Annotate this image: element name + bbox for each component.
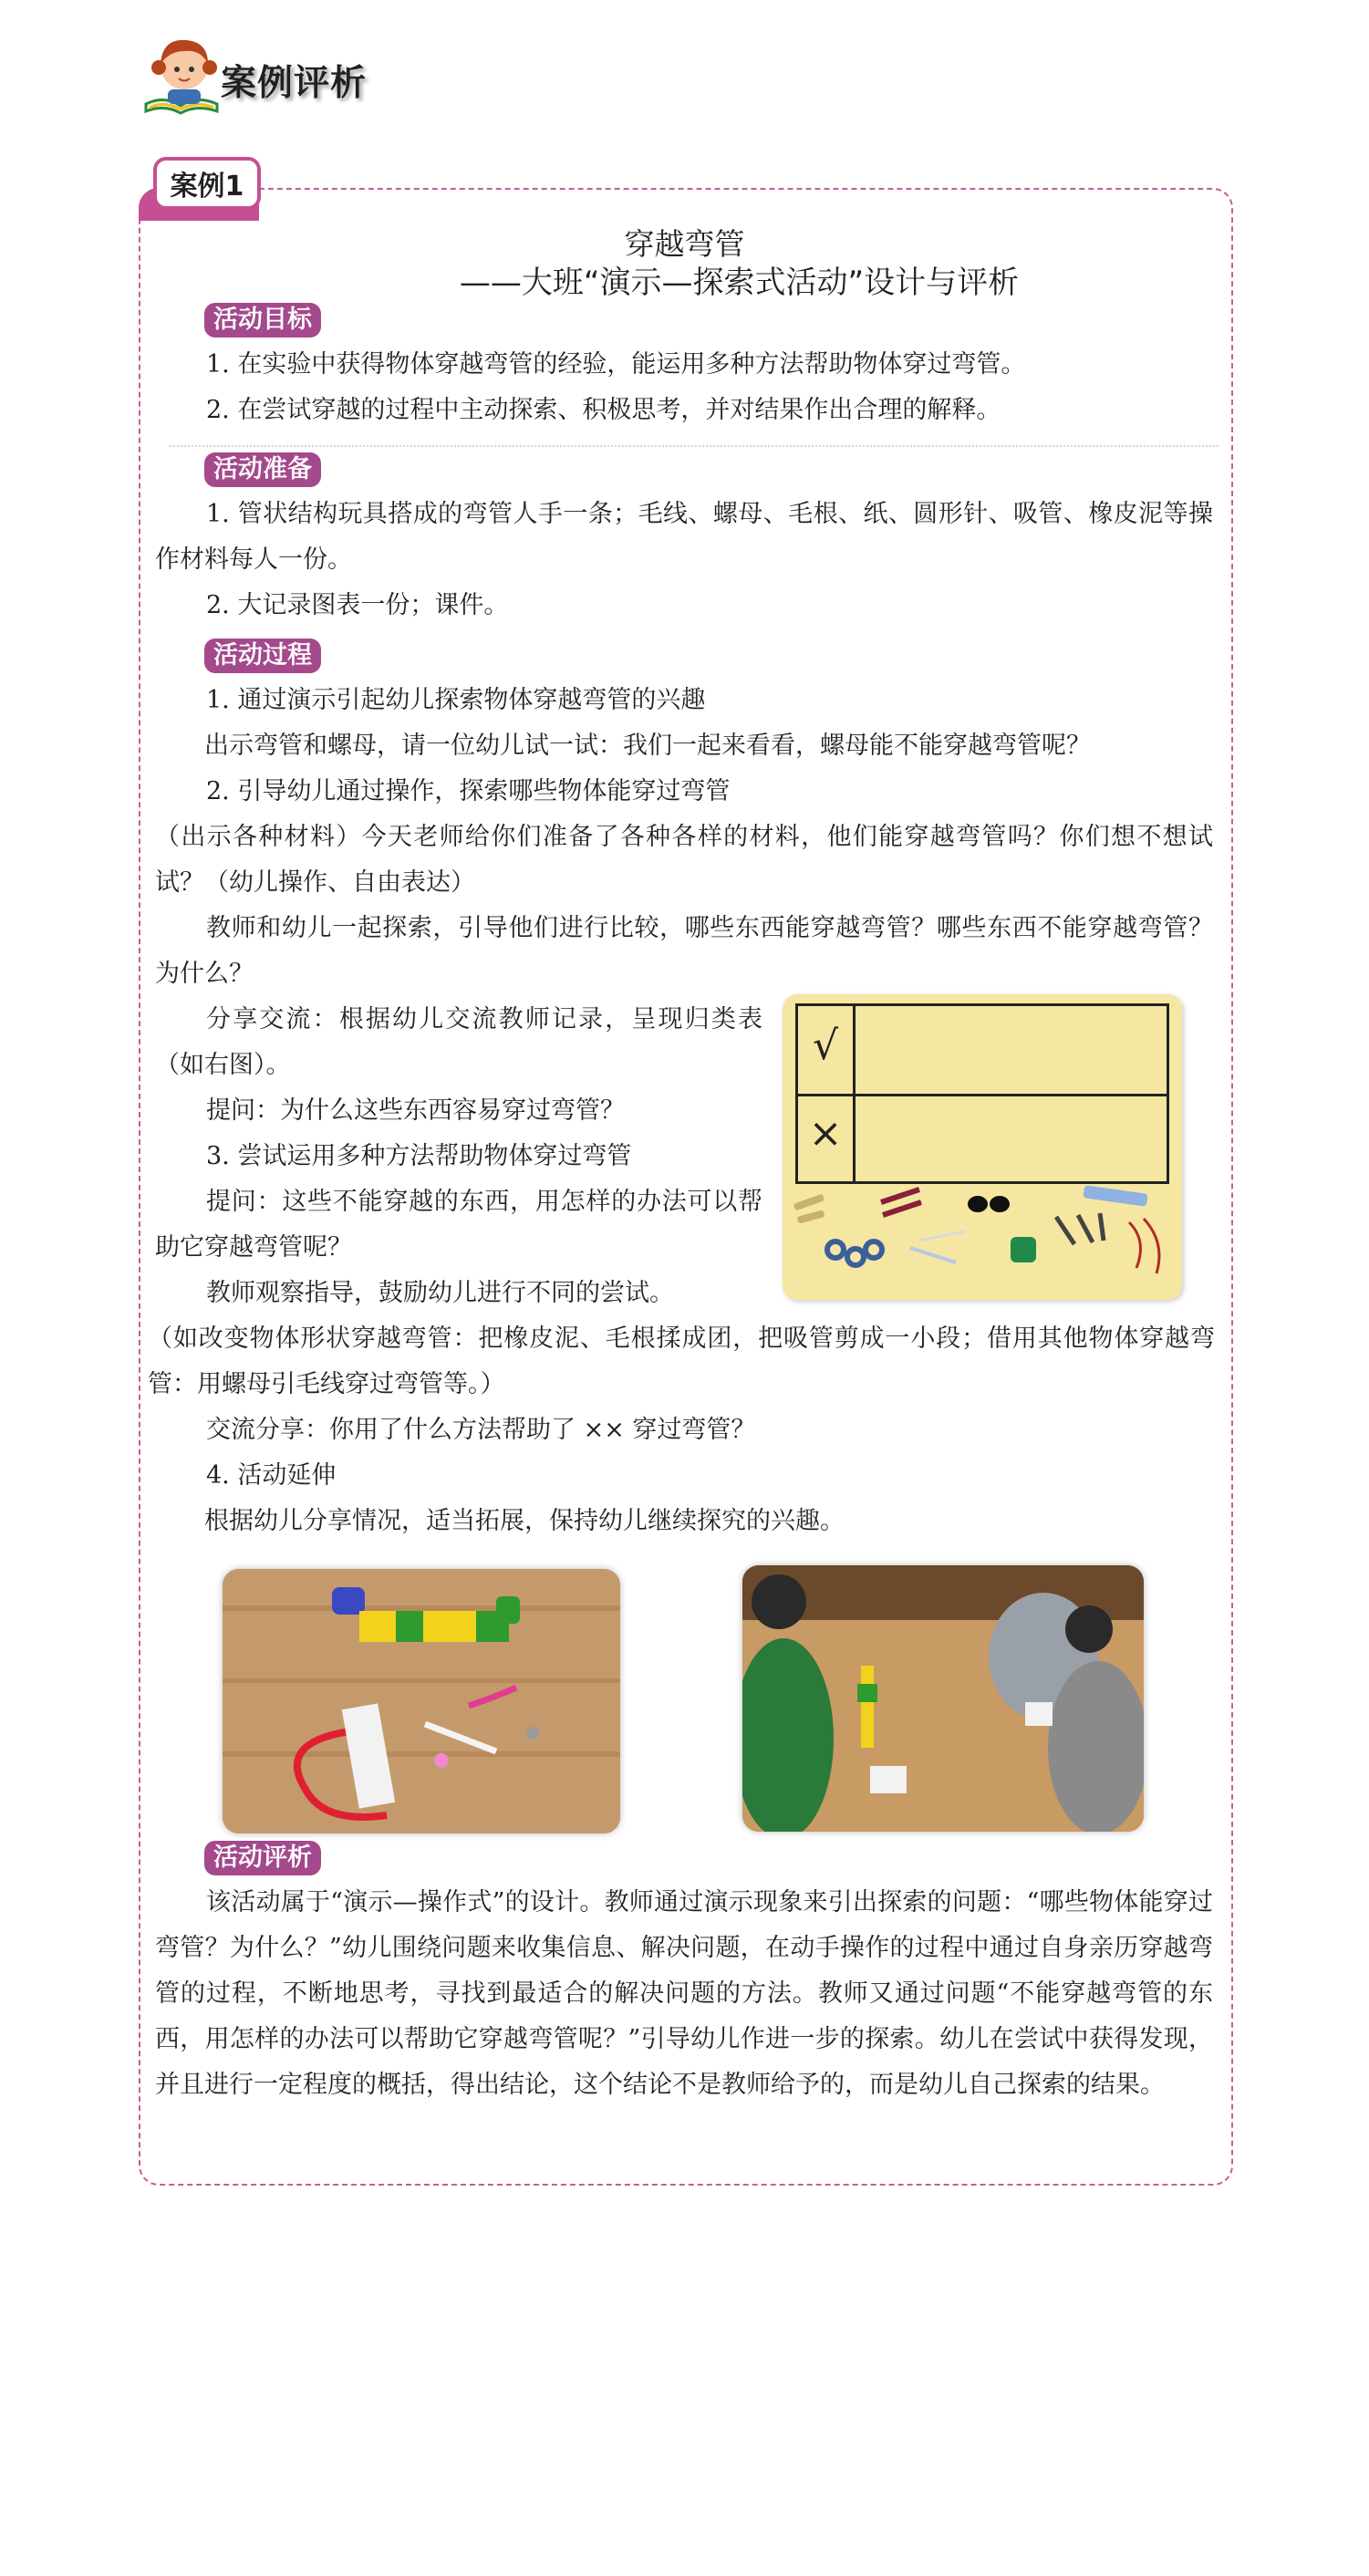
process-text: 出示弯管和螺母，请一位幼儿试一试：我们一起来看看，螺母能不能穿越弯管呢？ [204,732,1091,760]
process-text: 根据幼儿分享情况，适当拓展，保持幼儿继续探究的兴趣。 [204,1507,845,1535]
materials-illustration [783,1186,1182,1300]
process-text: 教师和幼儿一起探索，引导他们进行比较，哪些东西能穿越弯管？哪些东西不能穿越弯管？为什么？ [155,914,1213,988]
case-title: 穿越弯管 [624,226,745,262]
photo-children-activity [742,1565,1144,1832]
process-text: 分享交流：根据幼儿交流教师记录，呈现归类表（如右图）。 [155,1005,762,1079]
process-text: （出示各种材料）今天老师给你们准备了各种各样的材料，他们能穿越弯管吗？你们想不想试试？（幼儿操作、自由表达） [155,823,1213,897]
page-header [137,31,502,122]
process-step: 2. 引导幼儿通过操作，探索哪些物体能穿过弯管 [206,777,731,805]
section-label-prep: 活动准备 [204,452,321,487]
prep-item: 2. 大记录图表一份；课件。 [206,591,509,619]
header-title: 案例评析 [221,63,368,104]
section-label-review: 活动评析 [204,1841,321,1875]
prep-item: 1. 管状结构玩具搭成的弯管人手一条；毛线、螺母、毛根、纸、圆形针、吸管、橡皮泥等操作材料每人一份。 [155,500,1213,574]
classification-chart-image [783,994,1182,1300]
case-tab: 案例1 [153,157,261,210]
process-step: 3. 尝试运用多种方法帮助物体穿过弯管 [206,1142,632,1170]
review-text: 该活动属于“演示—操作式”的设计。教师通过演示现象来引出探索的问题：“哪些物体能穿过弯管？为什么？”幼儿围绕问题来收集信息、解决问题，在动手操作的过程中通过自身亲历穿越弯管的过程，不断地思考，寻找到最适合的解决问题的方法。教师又通过问题“不能穿越弯管的东西，用怎样的办法可以帮助它穿越弯管呢？”引导幼儿作进一步的探索。幼儿在尝试中获得发现，并且进行一定程度的概括，得出结论，这个结论不是教师给予的，而是幼儿自己探索的结果。 [155,1888,1213,2099]
process-text: 提问：这些不能穿越的东西，用怎样的办法可以帮助它穿越弯管呢？ [155,1188,762,1262]
process-step: 1. 通过演示引起幼儿探索物体穿越弯管的兴趣 [206,686,706,714]
goal-item: 2. 在尝试穿越的过程中主动探索、积极思考，并对结果作出合理的解释。 [206,396,1001,424]
case-subtitle: ——大班“演示—探索式活动”设计与评析 [459,265,1020,301]
photo-materials [223,1569,620,1833]
process-text: 交流分享：你用了什么方法帮助了 ×× 穿过弯管？ [206,1416,756,1444]
check-mark: √ [812,1023,839,1069]
section-label-goals: 活动目标 [204,303,321,338]
classification-table [795,1003,1169,1184]
divider [170,445,1219,447]
process-text: 提问：为什么这些东西容易穿过弯管？ [206,1096,625,1125]
reading-child-icon [137,31,223,118]
table-divider [798,1094,1167,1096]
section-label-process: 活动过程 [204,639,321,673]
cross-mark: × [808,1110,843,1157]
process-step: 4. 活动延伸 [206,1461,337,1490]
goal-item: 1. 在实验中获得物体穿越弯管的经验，能运用多种方法帮助物体穿过弯管。 [206,350,1026,379]
process-text: 教师观察指导，鼓励幼儿进行不同的尝试。 [206,1279,674,1307]
process-text: （如改变物体形状穿越弯管：把橡皮泥、毛根揉成团，把吸管剪成一小段；借用其他物体穿越弯管：用螺母引毛线穿过弯管等。） [148,1324,1215,1398]
